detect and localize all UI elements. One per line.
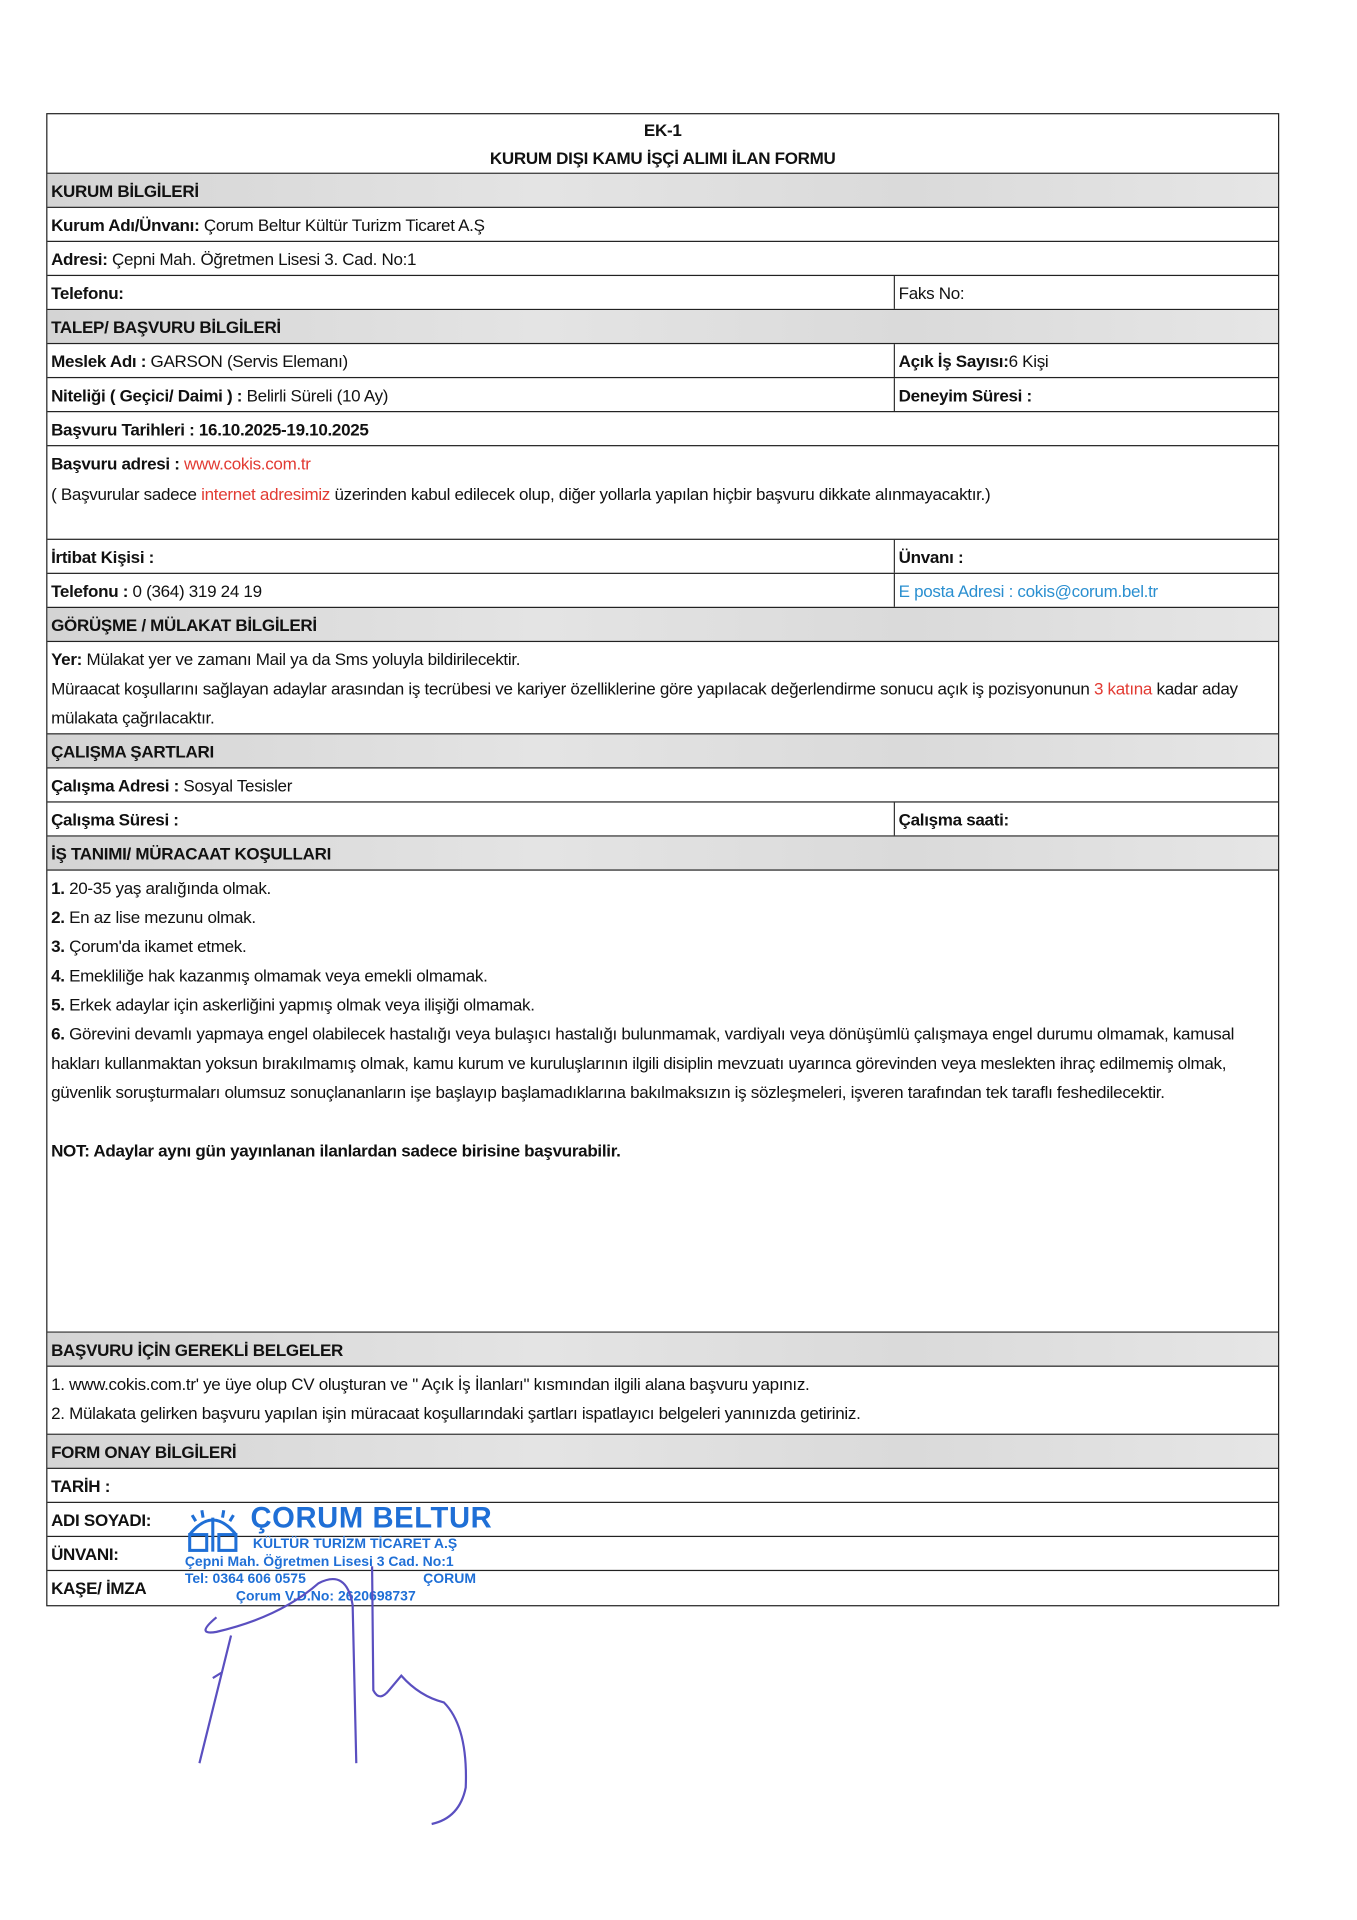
stamp-line4b: ÇORUM <box>423 1572 477 1587</box>
kurum-phone-label: Telefonu: <box>51 282 124 303</box>
stamp-line5: Çorum V.D.No: 2620698737 <box>235 1589 416 1604</box>
requirement-item: 6. Görevini devamlı yapmaya engel olabilecek hastalığı veya bulaşıcı hastalığı bulunmamak, vardiyalı veya dönüşümlü çalışmaya engel durumu olmamak, kamusal hakları kullanmaktan yoksun bırakılmamış olmak, kamu kurum ve kuruluşlarının ilgili disiplin mevzuatı uyarınca görevinden veya meslekten ihraç edilmemiş olmak, güvenlik soruşturmaları olumsuz sonuçlananların işe başlayıp başlamadıklarına bakılmaksızın iş sözleşmeleri, işveren tarafından tek taraflı feshedilecektir. <box>51 1023 1235 1102</box>
stamp-line3: Çepni Mah. Öğretmen Lisesi 3 Cad. No:1 <box>184 1555 454 1570</box>
interview-info: Yer: Mülakat yer ve zamanı Mail ya da Sms yoluyla bildirilecektir. Müraacat koşullarını sağlayan adaylar arasından iş tecrübesi ve kariyer özelliklerine göre yapılacak değerlendirme sonucu açık iş pozisyonunun 3 katına kadar aday mülakata çağrılacaktır. <box>47 642 1278 734</box>
requirement-item: 5. Erkek adaylar için askerliğini yapmış olmak veya ilişiği olmamak. <box>51 994 535 1015</box>
kurum-address: Adresi: Çepni Mah. Öğretmen Lisesi 3. Cad. No:1 <box>51 248 417 269</box>
job-type: Niteliği ( Geçici/ Daimi ) : Belirli Süreli (10 Ay) <box>51 384 389 405</box>
section-kurum: KURUM BİLGİLERİ <box>51 180 199 201</box>
section-calisma: ÇALIŞMA ŞARTLARI <box>51 741 214 761</box>
form-title: KURUM DIŞI KAMU İŞÇİ ALIMI İLAN FORMU <box>489 148 836 168</box>
section-is-tanimi: İŞ TANIMI/ MÜRACAAT KOŞULLARI <box>51 843 332 863</box>
requirement-item: 1. 20-35 yaş aralığında olmak. <box>51 877 271 898</box>
stamp-line1: ÇORUM BELTUR <box>250 1501 493 1535</box>
requirement-item: 3. Çorum'da ikamet etmek. <box>51 936 247 956</box>
section-gorusme: GÖRÜŞME / MÜLAKAT BİLGİLERİ <box>51 614 317 635</box>
application-dates: Başvuru Tarihleri : 16.10.2025-19.10.2025 <box>51 418 369 439</box>
stamp-line4a: Tel: 0364 606 0575 <box>184 1572 306 1587</box>
document-item: 1. www.cokis.com.tr' ye üye olup CV oluşturan ve " Açık İş İlanları" kısmından ilgili alana başvuru yapınız. <box>51 1374 810 1394</box>
sign-label: KAŞE/ İMZA <box>51 1578 147 1598</box>
requirement-item: 4. Emekliliğe hak kazanmış olmamak veya emekli olmamak. <box>51 965 488 985</box>
form-code: EK-1 <box>643 120 682 140</box>
document-item: 2. Mülakata gelirken başvuru yapılan işin müracaat koşullarındaki şartları ispatlayıcı belgeleri yanınızda getiriniz. <box>51 1403 861 1423</box>
name-label: ADI SOYADI: <box>51 1509 152 1530</box>
experience-label: Deneyim Süresi : <box>898 384 1032 405</box>
application-url-link[interactable]: www.cokis.com.tr <box>179 453 311 474</box>
note: NOT: Adaylar aynı gün yayınlanan ilanlardan sadece birisine başvurabilir. <box>51 1140 621 1161</box>
application-address-block: Başvuru adresi : www.cokis.com.tr ( Başvurular sadece internet adresimiz üzerinden kabul edilecek olup, diğer yollarla yapılan hiçbir başvuru dikkate alınmayacaktır.) <box>47 446 1278 540</box>
work-address: Çalışma Adresi : Sosyal Tesisler <box>51 775 293 795</box>
requirement-item: 2. En az lise mezunu olmak. <box>51 907 256 927</box>
title-label: ÜNVANI: <box>51 1543 119 1564</box>
contact-person-label: İrtibat Kişisi : <box>51 546 155 567</box>
section-onay: FORM ONAY BİLGİLERİ <box>51 1441 237 1462</box>
contact-email-link[interactable]: E posta Adresi : cokis@corum.bel.tr <box>898 580 1158 601</box>
work-duration-label: Çalışma Süresi : <box>51 809 179 829</box>
section-belgeler: BAŞVURU İÇİN GEREKLİ BELGELER <box>51 1339 344 1359</box>
application-note: ( Başvurular sadece internet adresimiz üzerinden kabul edilecek olup, diğer yollarla yapılan hiçbir başvuru dikkate alınmayacaktır.) <box>51 483 991 504</box>
open-positions: Açık İş Sayısı:6 Kişi <box>898 350 1049 371</box>
date-label: TARİH : <box>51 1475 111 1496</box>
section-talep: TALEP/ BAŞVURU BİLGİLERİ <box>51 316 281 337</box>
stamp-line2: KÜLTÜR TURİZM TİCARET A.Ş <box>252 1537 458 1552</box>
kurum-fax-label: Faks No: <box>898 282 965 303</box>
work-hours-label: Çalışma saati: <box>898 809 1009 829</box>
contact-phone: Telefonu : 0 (364) 319 24 19 <box>51 580 262 601</box>
contact-title-label: Ünvanı : <box>898 546 964 567</box>
job-name: Meslek Adı : GARSON (Servis Elemanı) <box>51 350 348 371</box>
kurum-name: Kurum Adı/Ünvanı: Çorum Beltur Kültür Turizm Ticaret A.Ş <box>51 214 485 235</box>
